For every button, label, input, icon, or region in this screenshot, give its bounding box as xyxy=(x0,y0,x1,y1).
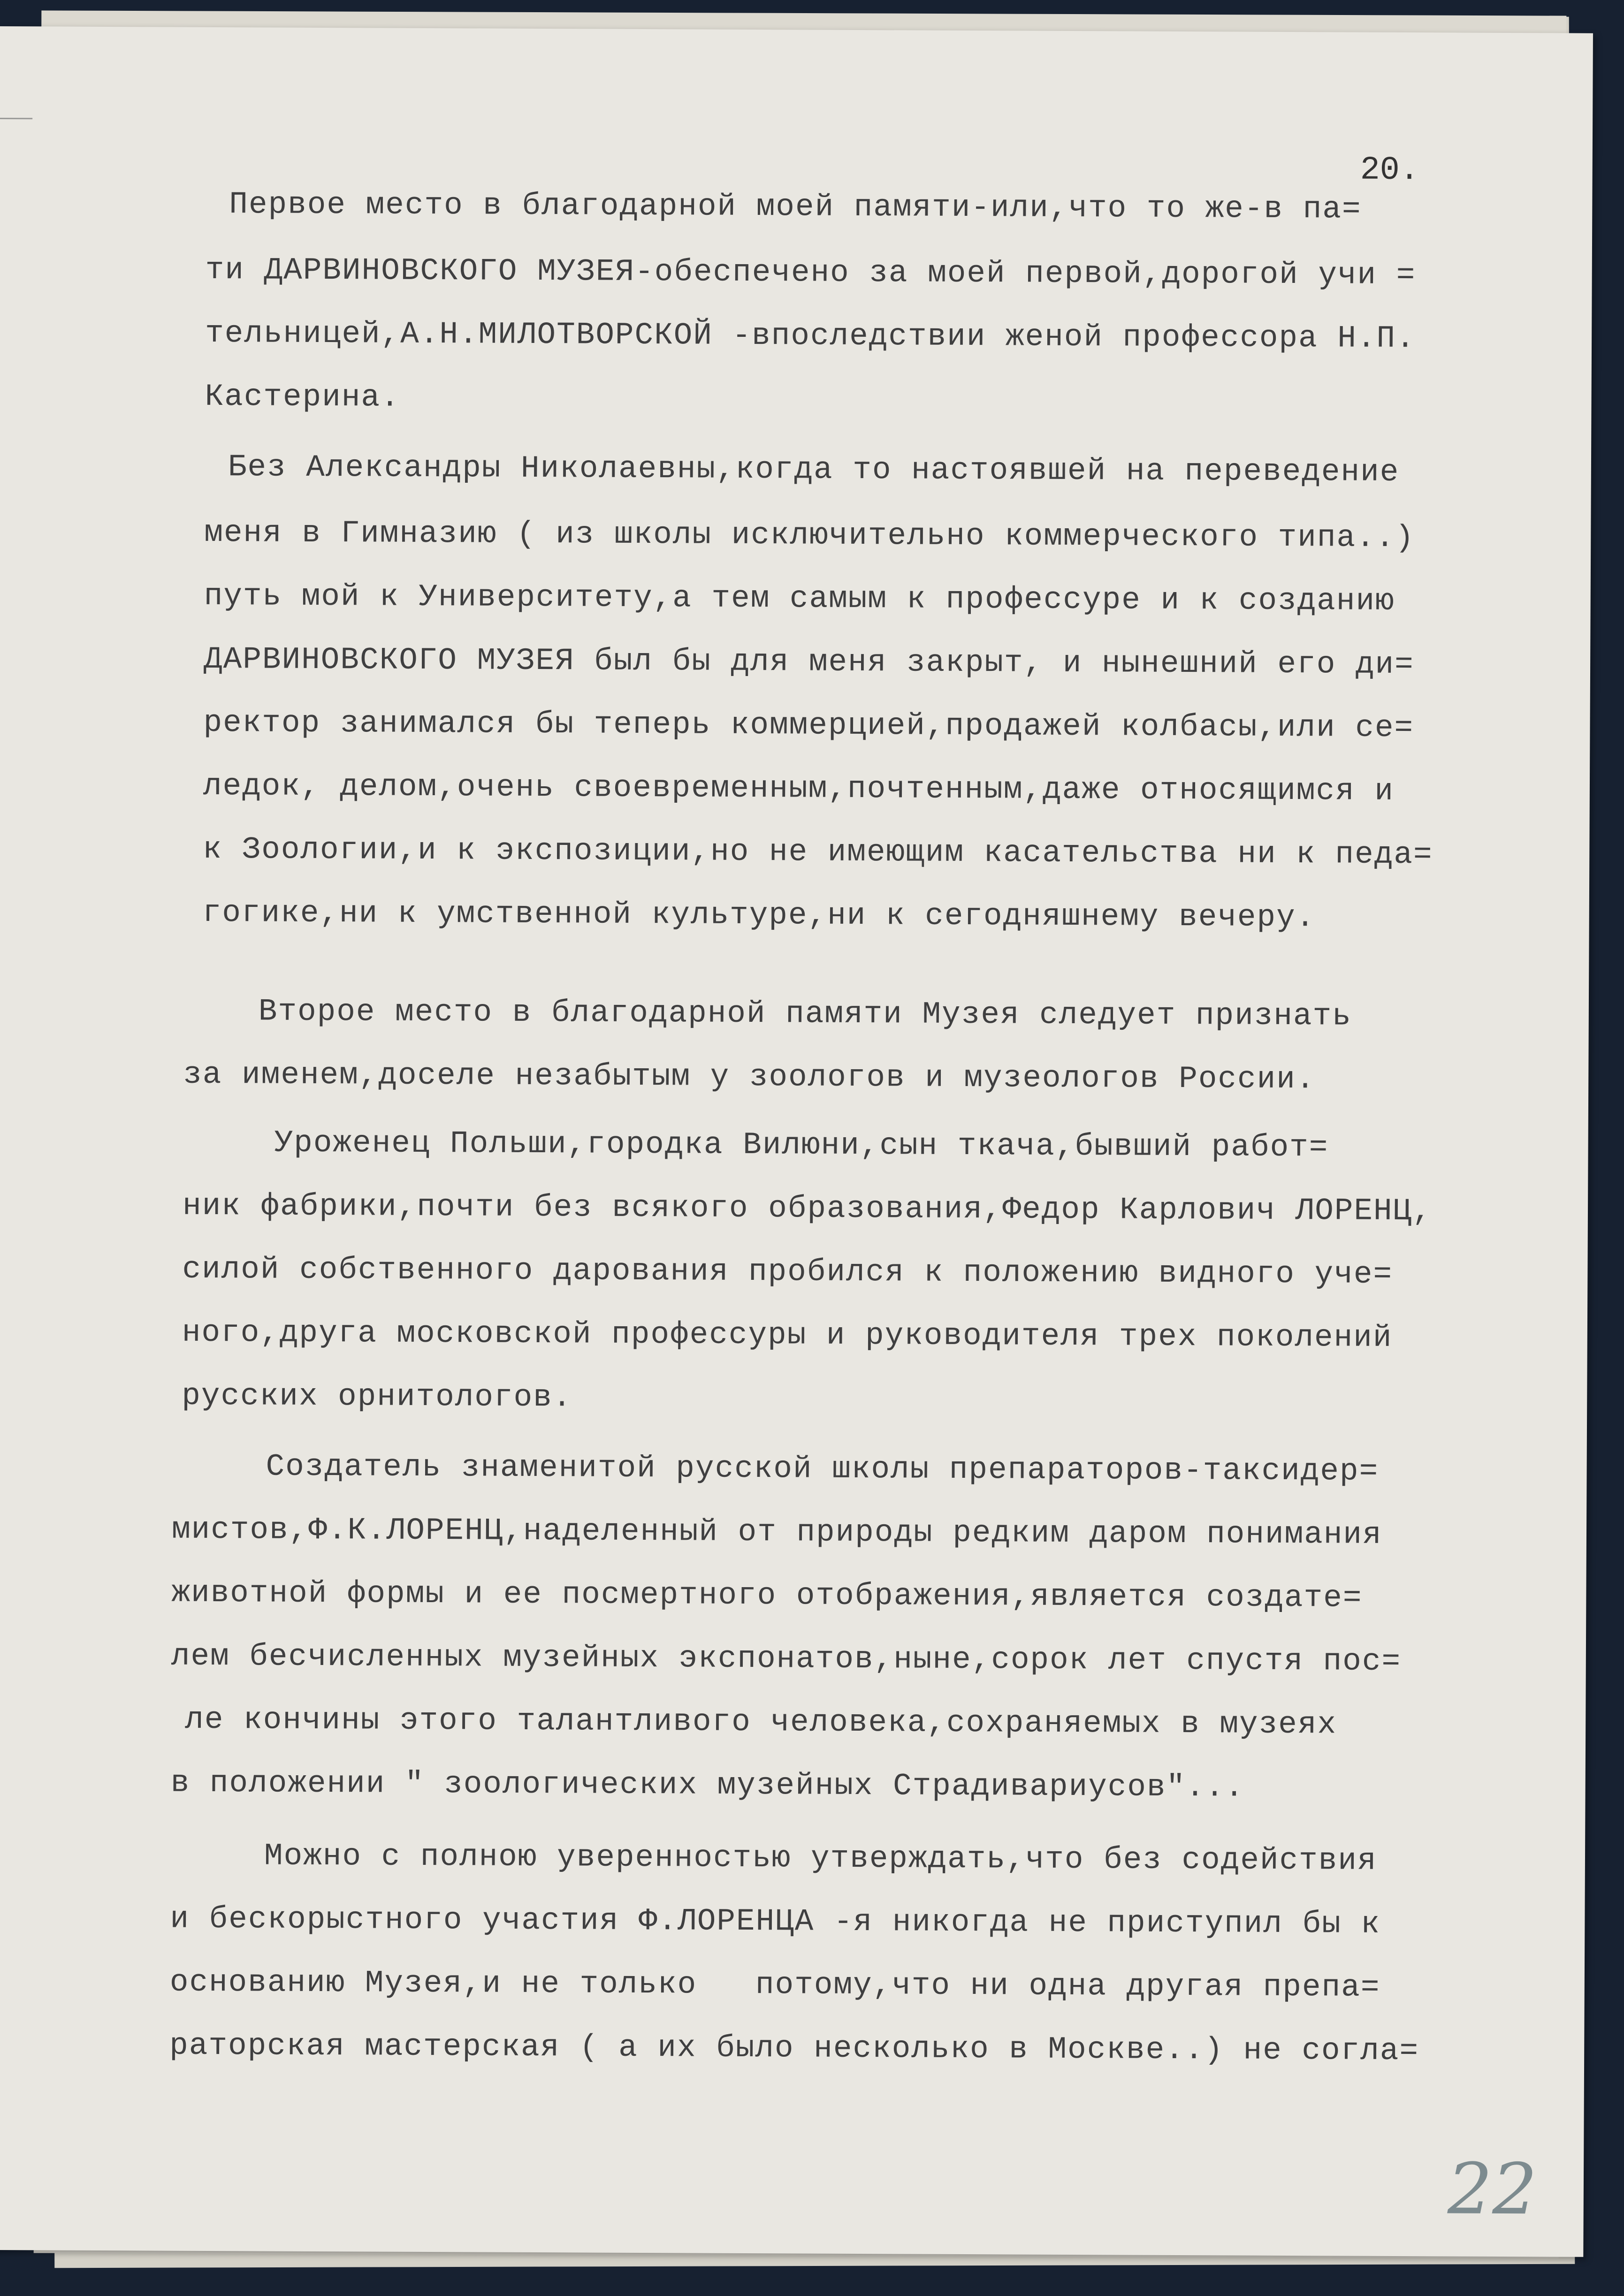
text-line: ле кончины этого талантливого человека,сохраняемых в музеях xyxy=(185,1702,1337,1742)
text-line: животной формы и ее посмертного отображения,является создате= xyxy=(171,1575,1363,1616)
text-line: лем бесчисленных музейных экспонатов,ныне,сорок лет спустя пос= xyxy=(171,1638,1402,1680)
text-line: Кастерина. xyxy=(205,379,400,415)
text-line: путь мой к Университету,а тем самым к профессуре и к созданию xyxy=(204,578,1395,619)
text-line: ледок, делом,очень своевременным,почтенным,даже относящимся и xyxy=(203,768,1395,809)
text-line: мистов,Ф.К.ЛОРЕНЦ,наделенный от природы редким даром понимания xyxy=(171,1512,1382,1552)
text-line: тельницей,А.Н.МИЛОТВОРСКОЙ -впоследствии женой профессора Н.П. xyxy=(205,315,1416,357)
text-line: за именем,доселе незабытым у зоологов и музеологов России. xyxy=(183,1057,1316,1097)
text-line: Первое место в благодарной моей памяти-или,что то же-в па= xyxy=(229,187,1362,227)
text-line: основанию Музея,и не только потому,что ни одна другая препа= xyxy=(169,1964,1380,2005)
text-line: к Зоологии,и к экспозиции,но не имеющим касательства ни к педа= xyxy=(203,831,1433,873)
typewritten-page xyxy=(0,26,1593,2257)
text-line: ник фабрики,почти без всякого образования,Федор Карлович ЛОРЕНЦ, xyxy=(182,1188,1432,1229)
text-line: Второе место в благодарной памяти Музея следует признать xyxy=(258,994,1352,1034)
text-line: ного,друга московской профессуры и руководителя трех поколений xyxy=(182,1315,1393,1355)
text-line: Создатель знаменитой русской школы препараторов-таксидер= xyxy=(266,1449,1379,1489)
margin-mark xyxy=(0,118,32,119)
text-line: русских орнитологов. xyxy=(182,1378,572,1415)
text-line: Можно с полною уверенностью утверждать,что без содействия xyxy=(264,1838,1377,1878)
text-line: Уроженец Польши,городка Вилюни,сын ткача,бывший работ= xyxy=(274,1125,1329,1165)
page-number: 20. xyxy=(1360,152,1419,190)
text-line: Без Александры Николаевны,когда то настоявшей на переведение xyxy=(228,449,1400,490)
text-line: в положении " зоологических музейных Страдивариусов"... xyxy=(170,1765,1245,1805)
text-line: ти ДАРВИНОВСКОГО МУЗЕЯ-обеспечено за моей первой,дорогой учи = xyxy=(205,252,1416,293)
text-line: ДАРВИНОВСКОГО МУЗЕЯ был бы для меня закрыт, и нынешний его ди= xyxy=(203,641,1414,683)
text-line: гогике,ни к умственной культуре,ни к сегодняшнему вечеру. xyxy=(202,895,1316,935)
text-line: силой собственного дарования пробился к положению видного уче= xyxy=(182,1251,1393,1292)
text-line: ректор занимался бы теперь коммерцией,продажей колбасы,или се= xyxy=(203,705,1414,746)
text-line: раторская мастерская ( а их было несколько в Москве..) не согла= xyxy=(169,2028,1419,2069)
text-line: и бескорыстного участия Ф.ЛОРЕНЦА -я никогда не приступил бы к xyxy=(170,1901,1381,1942)
text-line: меня в Гимназию ( из школы исключительно коммерческого типа..) xyxy=(204,515,1415,556)
archive-page-number: 22 xyxy=(1447,2148,1538,2231)
